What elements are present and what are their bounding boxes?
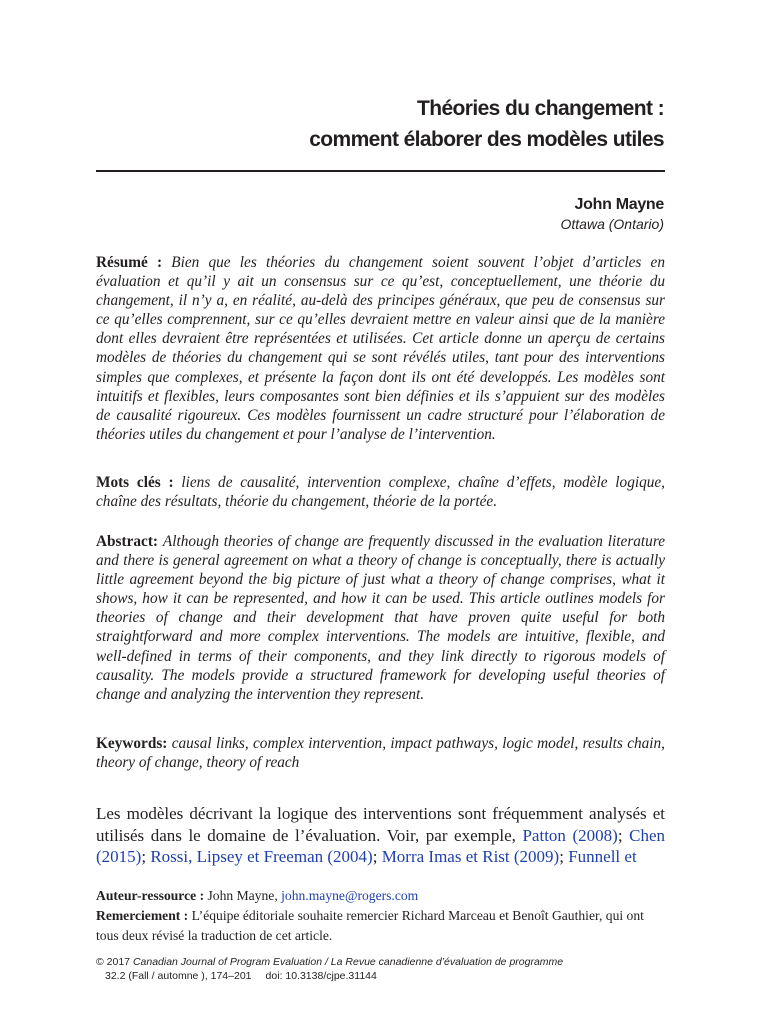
citation-chen[interactable]: Chen (2015) — [96, 825, 665, 866]
keywords-paragraph — [96, 734, 665, 772]
citation-separator: ; — [372, 847, 378, 866]
footer-line-2 — [96, 969, 696, 983]
mots-cles-paragraph — [96, 473, 665, 511]
abstract-paragraph — [96, 532, 665, 704]
mots-cles-text: liens de causalité, intervention complexe, chaîne d’effets, modèle logique, chaîne des résultats, théorie du changement, théorie de la portée. — [96, 474, 666, 511]
article-title — [309, 93, 664, 155]
citation-separator: ; — [141, 847, 147, 866]
title-line-1: Théories du changement : — [417, 97, 664, 120]
abstract-text: Although theories of change are frequently discussed in the evaluation literature and there is general agreement on what a theory of change is conceptually, there is actually little agreement beyond the big picture of just what a theory of change comprises, what it shows, how it can be represented, and how it can be used. This article outlines models for theories of change and their development that have proven quite useful for both straightforward and more complex interventions. The models are intuitive, flexible, and well-defined in terms of their components, and they link directly to rigorous models of causality. The models provide a structured framework for developing useful theories of change and analyzing the intervention they represent. — [96, 533, 665, 703]
resume-label: Résumé : — [96, 254, 163, 271]
resume-text: Bien que les théories du changement soient souvent l’objet d’articles en évaluation et qu’il y ait un consensus sur ce qu’est, conceptuellement, une théorie du changement, il n’y a, en réalité, au-delà des principes généraux, que peu de consensus sur ce qu’elles comprennent, sur ce qu’elles devraient mettre en valeur ainsi que de la manière dont elles devraient être représentées et utilisées. Cet article donne un aperçu de certains modèles de théories du changement qui se sont révélés utiles, tant pour des interventions simples que complexes, et présente la façon dont ils ont été developpés. Les modèles sont intuitifs et flexibles, leurs composantes sont bien définies et ils s’appuient sur des modèles de causalité rigoureux. Ces modèles fournissent un cadre structuré pour l’élaboration de théories utiles du changement et pour l’analyse de l’intervention. — [96, 254, 665, 443]
contact-footnote — [96, 886, 665, 906]
citation-rossi[interactable]: Rossi, Lipsey et Freeman (2004) — [150, 847, 373, 866]
title-line-2: comment élaborer des modèles utiles — [309, 128, 664, 151]
author-block — [561, 194, 664, 234]
keywords-label: Keywords: — [96, 735, 168, 752]
footer-line-1 — [96, 955, 696, 969]
footer-copyright: © 2017 — [96, 956, 131, 968]
footer-journal: Canadian Journal of Program Evaluation / La Revue canadienne d’évaluation de programme — [132, 956, 564, 968]
keywords-text: causal links, complex intervention, impact pathways, logic model, results chain, theory of change, theory of reach — [96, 735, 665, 772]
page-footer — [96, 955, 696, 983]
title-divider — [96, 170, 665, 172]
acknowledgement-footnote — [96, 906, 665, 946]
abstract-label: Abstract: — [96, 533, 159, 550]
citation-separator: ; — [559, 847, 564, 866]
body-paragraph — [96, 803, 665, 868]
contact-name: John Mayne, — [207, 888, 278, 903]
mots-cles-label: Mots clés : — [96, 474, 174, 491]
author-name: John Mayne — [574, 196, 664, 213]
contact-email-link[interactable]: john.mayne@rogers.com — [281, 888, 419, 903]
contact-label: Auteur-ressource : — [96, 888, 205, 903]
citation-patton[interactable]: Patton (2008) — [522, 825, 618, 845]
acknowledgement-label: Remerciement : — [96, 908, 189, 923]
citation-funnell[interactable]: Funnell et — [568, 847, 637, 866]
citation-morra-imas[interactable]: Morra Imas et Rist (2009) — [381, 847, 560, 866]
footer-doi: doi: 10.3138/cjpe.31144 — [265, 970, 377, 982]
footer-issue: 32.2 (Fall / automne ), 174–201 — [105, 970, 252, 982]
acknowledgement-text: L’équipe éditoriale souhaite remercier Richard Marceau et Benoît Gauthier, qui ont tous deux révisé la traduction de cet article. — [96, 908, 644, 943]
resume-paragraph — [96, 253, 665, 444]
citation-separator: ; — [617, 825, 623, 845]
author-affiliation: Ottawa (Ontario) — [560, 216, 664, 232]
body-intro: Les modèles décrivant la logique des interventions sont fréquemment analysés et utilisés dans le domaine de l’évaluation. Voir, par exemple, — [96, 804, 665, 845]
